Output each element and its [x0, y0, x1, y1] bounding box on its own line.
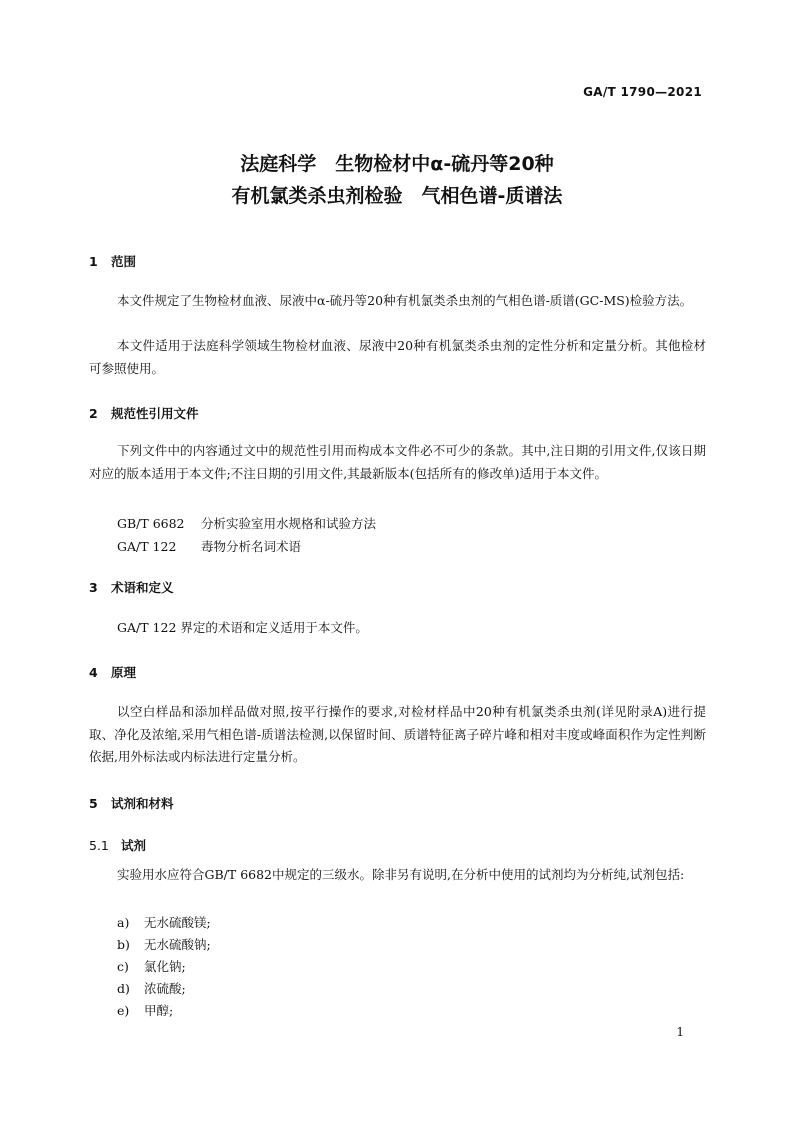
section-2-paragraph-1: 下列文件中的内容通过文中的规范性引用而构成本文件必不可少的条款。其中,注日期的引用文件,仅该日期对应的版本适用于本文件;不注日期的引用文件,其最新版本(包括所有的修改单)适用于本文件。: [89, 443, 706, 481]
list-marker: c): [117, 959, 129, 974]
list-text: 浓硫酸;: [144, 981, 186, 996]
title-line-1: 法庭科学 生物检材中α-硫丹等20种: [240, 153, 554, 175]
section-3-paragraph-1: GA/T 122 界定的术语和定义适用于本文件。: [117, 620, 368, 635]
reference-title: 毒物分析名词术语: [201, 539, 302, 554]
list-text: 甲醇;: [144, 1003, 174, 1018]
section-4-paragraph-1: 以空白样品和添加样品做对照,按平行操作的要求,对检材样品中20种有机氯类杀虫剂(详见附录A)进行提取、净化及浓缩,采用气相色谱-质谱法检测,以保留时间、质谱特征离子碎片峰和相对丰度或峰面积作为定性判断依据,用外标法或内标法进行定量分析。: [89, 704, 706, 764]
list-marker: e): [117, 1003, 130, 1018]
list-item: [117, 979, 186, 997]
reference-code: GA/T 122: [117, 539, 177, 554]
list-item: [117, 957, 186, 975]
section-1-paragraph-2: 本文件适用于法庭科学领域生物检材血液、尿液中20种有机氯类杀虫剂的定性分析和定量分析。其他检材可参照使用。: [89, 338, 706, 376]
section-number: 5.1: [89, 838, 109, 853]
section-3-heading: [89, 578, 174, 596]
section-title: 规范性引用文件: [111, 406, 199, 421]
section-title: 试剂和材料: [111, 796, 174, 811]
reference-item: [117, 514, 376, 532]
list-marker: b): [117, 937, 130, 952]
standard-code: GA/T 1790—2021: [583, 85, 702, 99]
list-marker: a): [117, 915, 130, 930]
section-5-1-heading: [89, 836, 146, 854]
title-line-2: 有机氯类杀虫剂检验 气相色谱-质谱法: [231, 185, 563, 207]
list-text: 无水硫酸钠;: [144, 937, 211, 952]
reference-item: [117, 537, 301, 555]
reference-title: 分析实验室用水规格和试验方法: [201, 516, 377, 531]
section-number: 3: [89, 580, 98, 595]
section-title: 原理: [111, 665, 137, 680]
section-number: 5: [89, 796, 98, 811]
list-text: 氯化钠;: [144, 959, 186, 974]
document-title: [0, 148, 794, 212]
list-marker: d): [117, 981, 130, 996]
section-title: 范围: [111, 254, 137, 269]
list-item: [117, 1001, 173, 1019]
list-text: 无水硫酸镁;: [144, 915, 211, 930]
section-5-heading: [89, 794, 174, 812]
section-1-heading: [89, 252, 136, 270]
list-item: [117, 935, 211, 953]
section-2-heading: [89, 404, 199, 422]
section-5-1-paragraph-1: 实验用水应符合GB/T 6682中规定的三级水。除非另有说明,在分析中使用的试剂均为分析纯,试剂包括:: [117, 867, 685, 882]
section-4-heading: [89, 663, 136, 681]
list-item: [117, 913, 211, 931]
section-1-paragraph-1: 本文件规定了生物检材血液、尿液中α-硫丹等20种有机氯类杀虫剂的气相色谱-质谱(GC-MS)检验方法。: [117, 293, 693, 308]
section-title: 术语和定义: [111, 580, 174, 595]
page-number: 1: [676, 1025, 684, 1039]
reference-code: GB/T 6682: [117, 516, 185, 531]
section-number: 1: [89, 254, 98, 269]
section-title: 试剂: [121, 838, 147, 853]
section-number: 2: [89, 406, 98, 421]
section-number: 4: [89, 665, 98, 680]
